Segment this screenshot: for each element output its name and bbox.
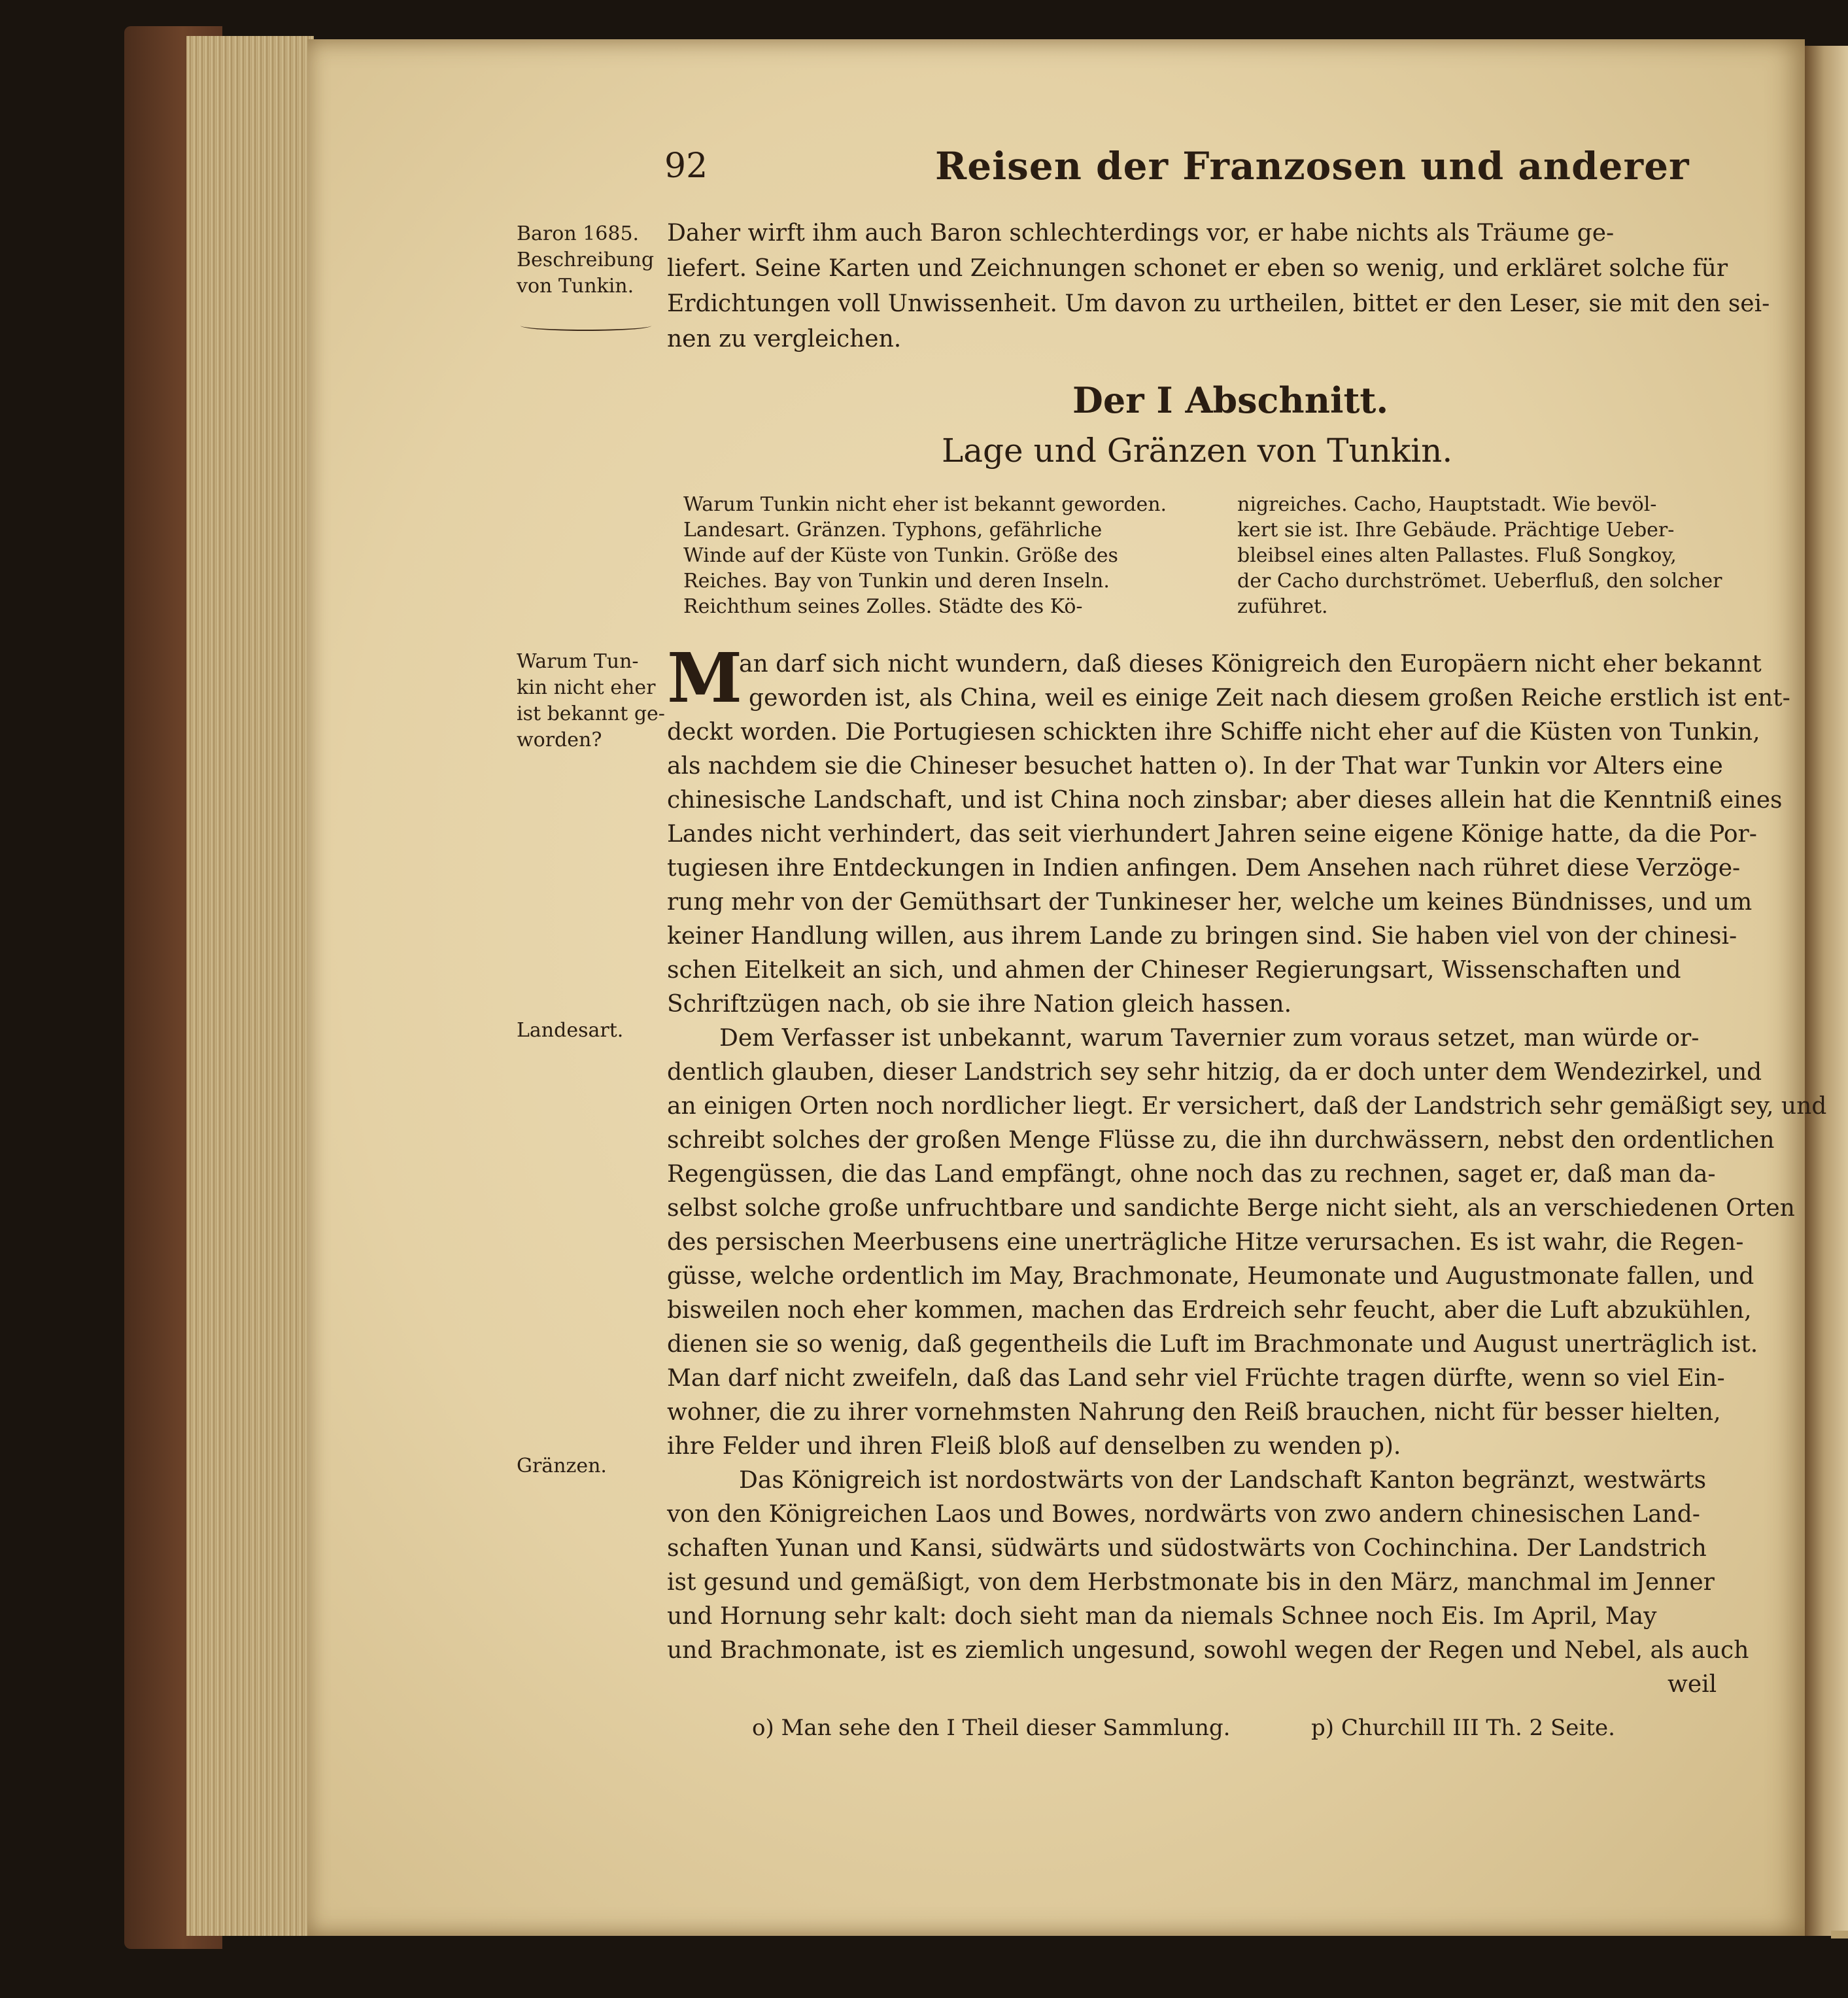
marginal-note-graenzen: Gränzen. [517,1455,607,1477]
drop-cap: M [667,638,743,718]
page-number: 92 [664,146,708,186]
footnote-o: o) Man sehe den I Theil dieser Sammlung. [752,1715,1231,1741]
body-line: bisweilen noch eher kommen, machen das Erdreich sehr feucht, aber die Luft abzukühlen, [667,1297,1752,1324]
summary-line: Warum Tunkin nicht eher ist bekannt geworden. [683,493,1167,516]
facing-page-edge [1805,46,1848,1936]
section-subtitle: Lage und Gränzen von Tunkin. [942,432,1453,470]
marginal-note-warum-2: kin nicht eher [517,676,656,699]
body-line: an einigen Orten noch nordlicher liegt. Er versichert, daß der Landstrich sehr gemäßigt sey, und [667,1093,1827,1120]
marginal-note-warum-1: Warum Tun- [517,650,639,673]
marginal-note-warum-4: worden? [517,729,602,751]
marginal-note-warum-3: ist bekannt ge- [517,702,665,725]
body-line: Landes nicht verhindert, das seit vierhundert Jahren seine eigene Könige hatte, da die Por- [667,821,1757,848]
marginal-brace [521,320,651,331]
body-line: schen Eitelkeit an sich, und ahmen der Chineser Regierungsart, Wissenschaften und [667,957,1681,984]
summary-line: Landesart. Gränzen. Typhons, gefährliche [683,519,1103,542]
body-line: rung mehr von der Gemüthsart der Tunkineser her, welche um keines Bündnisses, und um [667,889,1753,916]
body-line: als nachdem sie die Chineser besuchet hatten o). In der That war Tunkin vor Alters eine [667,753,1723,780]
body-line: tugiesen ihre Entdeckungen in Indien anfingen. Dem Ansehen nach rühret diese Verzöge- [667,855,1741,882]
body-line: wohner, die zu ihrer vornehmsten Nahrung den Reiß brauchen, nicht für besser hielten, [667,1399,1721,1426]
body-line: Dem Verfasser ist unbekannt, warum Tavernier zum voraus setzet, man würde or- [719,1025,1700,1052]
body-line: schreibt solches der großen Menge Flüsse zu, die ihn durchwässern, nebst den ordentlichen [667,1127,1775,1154]
body-line: schaften Yunan und Kansi, südwärts und südostwärts von Cochinchina. Der Landstrich [667,1535,1707,1562]
running-head: Reisen der Franzosen und anderer [935,144,1690,188]
summary-line: zuführet. [1237,595,1328,618]
summary-line: kert sie ist. Ihre Gebäude. Prächtige Ueber- [1237,519,1675,542]
marginal-note-baron-2: Beschreibung [517,249,655,271]
body-line: Das Königreich ist nordostwärts von der Landschaft Kanton begränzt, westwärts [739,1467,1707,1494]
body-line: selbst solche große unfruchtbare und sandichte Berge nicht sieht, als an verschiedenen Orten [667,1195,1795,1222]
body-line: geworden ist, als China, weil es einige Zeit nach diesem großen Reiche erstlich ist ent- [749,685,1790,712]
intro-line: liefert. Seine Karten und Zeichnungen schonet er eben so wenig, und erkläret solche für [667,255,1728,282]
body-line: deckt worden. Die Portugiesen schickten ihre Schiffe nicht eher auf die Küsten von Tunkin, [667,719,1760,746]
summary-line: bleibsel eines alten Pallastes. Fluß Songkoy, [1237,544,1677,567]
body-line: chinesische Landschaft, und ist China noch zinsbar; aber dieses allein hat die Kenntniß eines [667,787,1783,814]
summary-line: Winde auf der Küste von Tunkin. Größe des [683,544,1118,567]
body-line: güsse, welche ordentlich im May, Brachmonate, Heumonate und Augustmonate fallen, und [667,1263,1754,1290]
body-line: und Hornung sehr kalt: doch sieht man da niemals Schnee noch Eis. Im April, May [667,1603,1657,1630]
body-line: Regengüssen, die das Land empfängt, ohne noch das zu rechnen, saget er, daß man da- [667,1161,1716,1188]
body-line: ihre Felder und ihren Fleiß bloß auf denselben zu wenden p). [667,1433,1401,1460]
summary-right-column [1237,492,1722,619]
body-line: des persischen Meerbusens eine unerträgliche Hitze verursachen. Es ist wahr, die Regen- [667,1229,1744,1256]
marginal-note-baron-3: von Tunkin. [517,275,634,298]
body-line: ist gesund und gemäßigt, von dem Herbstmonate bis in den März, manchmal im Jenner [667,1569,1715,1596]
body-line: dienen sie so wenig, daß gegentheils die Luft im Brachmonate und August unerträglich ist. [667,1331,1758,1358]
page-edges [186,36,314,1936]
section-title: Der I Abschnitt. [1072,379,1389,421]
marginal-note-baron-1: Baron 1685. [517,222,640,245]
intro-line: Daher wirft ihm auch Baron schlechterdings vor, er habe nichts als Träume ge- [667,220,1615,247]
body-line: keiner Handlung willen, aus ihrem Lande zu bringen sind. Sie haben viel von der chinesi- [667,923,1737,950]
scan-mark [1831,1931,1848,1938]
body-line: Schriftzügen nach, ob sie ihre Nation gleich hassen. [667,991,1292,1018]
summary-line: nigreiches. Cacho, Hauptstadt. Wie bevöl- [1237,493,1657,516]
summary-line: der Cacho durchströmet. Ueberfluß, den solcher [1237,570,1722,593]
intro-line: nen zu vergleichen. [667,326,902,353]
intro-line: Erdichtungen voll Unwissenheit. Um davon zu urtheilen, bittet er den Leser, sie mit den sei- [667,290,1770,317]
body-line: und Brachmonate, ist es ziemlich ungesund, sowohl wegen der Regen und Nebel, als auch [667,1637,1749,1664]
summary-left-column [683,492,1167,619]
body-line: von den Königreichen Laos und Bowes, nordwärts von zwo andern chinesischen Land- [667,1501,1700,1528]
body-line: dentlich glauben, dieser Landstrich sey sehr hitzig, da er doch unter dem Wendezirkel, und [667,1059,1762,1086]
body-line: an darf sich nicht wundern, daß dieses Königreich den Europäern nicht eher bekannt [739,651,1762,678]
catchword: weil [1668,1671,1717,1698]
body-line: Man darf nicht zweifeln, daß das Land sehr viel Früchte tragen dürfte, wenn so viel Ein- [667,1365,1725,1392]
summary-line: Reiches. Bay von Tunkin und deren Inseln. [683,570,1110,593]
footnote-p: p) Churchill III Th. 2 Seite. [1311,1715,1615,1741]
summary-line: Reichthum seines Zolles. Städte des Kö- [683,595,1083,618]
marginal-note-landesart: Landesart. [517,1019,624,1042]
